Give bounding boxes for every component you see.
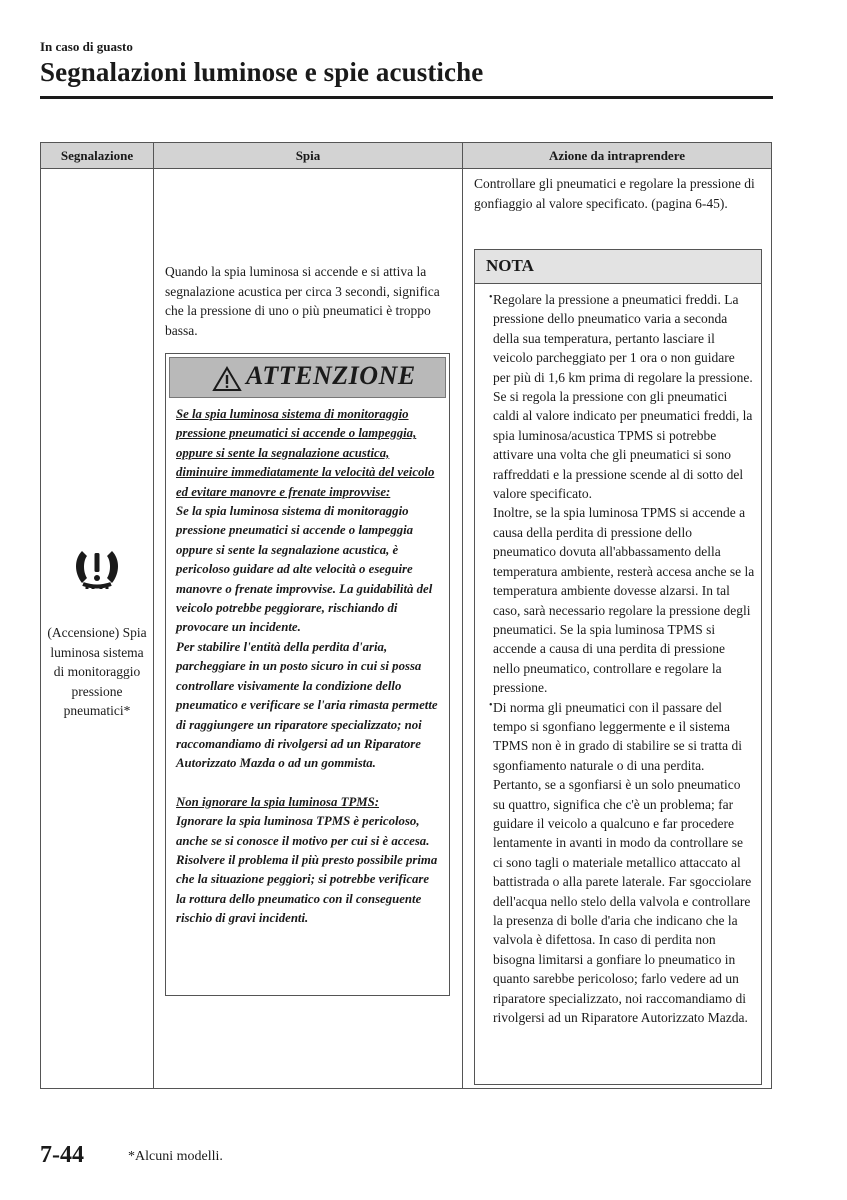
page-title: Segnalazioni luminose e spie acustiche: [40, 57, 484, 87]
title-rule: [40, 96, 773, 99]
page-number: 7-44: [40, 1142, 84, 1168]
column-header-spia: Spia: [153, 143, 463, 169]
signal-cell: [41, 169, 153, 1088]
warning-box: [165, 353, 450, 996]
note-title: NOTA: [486, 256, 534, 275]
warning-paragraph: Se la spia luminosa sistema di monitoraggio pressione pneumatici si accende o lampeggia oppure si sente la segnalazione acustica, è pericoloso guidare ad alte velocità o eseguire manovre o frenate improvvise. La guidabilità del veicolo potrebbe peggiorare, rischiando di provocare un incidente.: [176, 504, 433, 635]
note-bullet-text: Regolare la pressione a pneumatici freddi. La pressione dello pneumatico varia a seconda della sua temperatura, pertanto lasciare il veicolo parcheggiato per 1 ora o non guidare per più di 1,6 km prima di regolare la pressione. Se si regola la pressione con gli pneumatici caldi al valore indicato per pneumatici freddi, la spia luminosa/acustica TPMS si potrebbe attivare una volta che gli pneumatici si sono raffreddati e la pressione scende al di sotto del valore specificato.: [493, 292, 753, 502]
warning-header: [169, 357, 446, 398]
warning-body: [176, 405, 441, 929]
warning-paragraph: Non ignorare la spia luminosa TPMS:: [176, 794, 380, 809]
warning-paragraph: Se la spia luminosa sistema di monitoraggio pressione pneumatici si accende o lampeggia, oppure si sente la segnalazione acustica, diminuire immediatamente la velocità del veicolo ed evitare manovre e frenate improvvise:: [176, 407, 435, 499]
bullet-icon: •: [489, 292, 493, 303]
footnote: *Alcuni modelli.: [128, 1149, 223, 1164]
note-bullet: [489, 698, 755, 1028]
note-paragraph: Inoltre, se la spia luminosa TPMS si accende a causa della perdita di pressione dello pneumatico dovuta all'abbassamento della temperatura ambiente, resterà accesa anche se la temperatura ambiente dovesse alzarsi. In tal caso, sarà necessario regolare la pressione degli pneumatici. Se la spia luminosa TPMS si accende a causa di una perdita di pressione nello pneumatico, controllare e regolare la pressione.: [493, 505, 755, 696]
note-header: [475, 250, 761, 284]
signals-table: [40, 142, 772, 1089]
note-bullet: [489, 290, 755, 503]
note-bullet-text: Di norma gli pneumatici con il passare del tempo si sgonfiano leggermente e il sistema TPMS non è in grado di stabilire se si tratta di sgonfiamento naturale o di una perdita. Pertanto, se a sgonfiarsi è un solo pneumatico su quattro, significa che c'è un problema; far guidare il veicolo a qualcuno e far procedere lentamente in avanti in modo da controllare se ci sono tagli o materiale metallico attaccato al battistrada o alla parete laterale. Far sgocciolare dell'acqua nello stelo della valvola e controllare la presenza di bolle d'aria che indicano che la valvola è difettosa. In caso di perdita non bisogna limitarsi a gonfiare lo pneumatico in quanto sarebbe pericoloso; farlo vedere ad un riparatore specializzato, noi raccomandiamo di rivolgersi ad un Riparatore Autorizzato Mazda.: [493, 699, 752, 1026]
signal-label: (Accensione) Spia luminosa sistema di monitoraggio pressione pneumatici*: [47, 625, 147, 718]
warning-paragraph: Ignorare la spia luminosa TPMS è pericoloso, anche se si conosce il motivo per cui si è accesa. Risolvere il problema il più presto possibile prima che la situazione peggiori; si potrebbe verificare la rottura dello pneumatico con il conseguente rischio di gravi incidenti.: [176, 814, 438, 926]
bullet-icon: •: [489, 699, 493, 711]
column-header-segnalazione: Segnalazione: [41, 143, 153, 169]
section-label: In caso di guasto: [40, 39, 133, 54]
note-body: [489, 290, 755, 1027]
warning-title: ATTENZIONE: [246, 361, 416, 390]
tpms-warning-icon: [71, 547, 123, 589]
spia-description: Quando la spia luminosa si accende e si attiva la segnalazione acustica per circa 3 secondi, significa che la pressione di uno o più pneumatici è troppo bassa.: [165, 264, 440, 338]
note-box: [474, 249, 762, 1085]
azione-cell: [463, 169, 771, 1088]
spia-cell: [154, 169, 462, 1088]
warning-paragraph: Per stabilire l'entità della perdita d'aria, parcheggiare in un posto sicuro in cui si possa controllare visivamente la condizione dello pneumatico e verificare se l'aria rimasta permette di raggiungere un riparatore specializzato; noi raccomandiamo di rivolgersi ad un Riparatore Autorizzato Mazda o ad un gommista.: [176, 639, 438, 771]
column-header-azione: Azione da intraprendere: [463, 143, 771, 169]
azione-description: Controllare gli pneumatici e regolare la pressione di gonfiaggio al valore specificato. (pagina 6-45).: [474, 176, 755, 211]
warning-triangle-icon: [212, 366, 242, 392]
